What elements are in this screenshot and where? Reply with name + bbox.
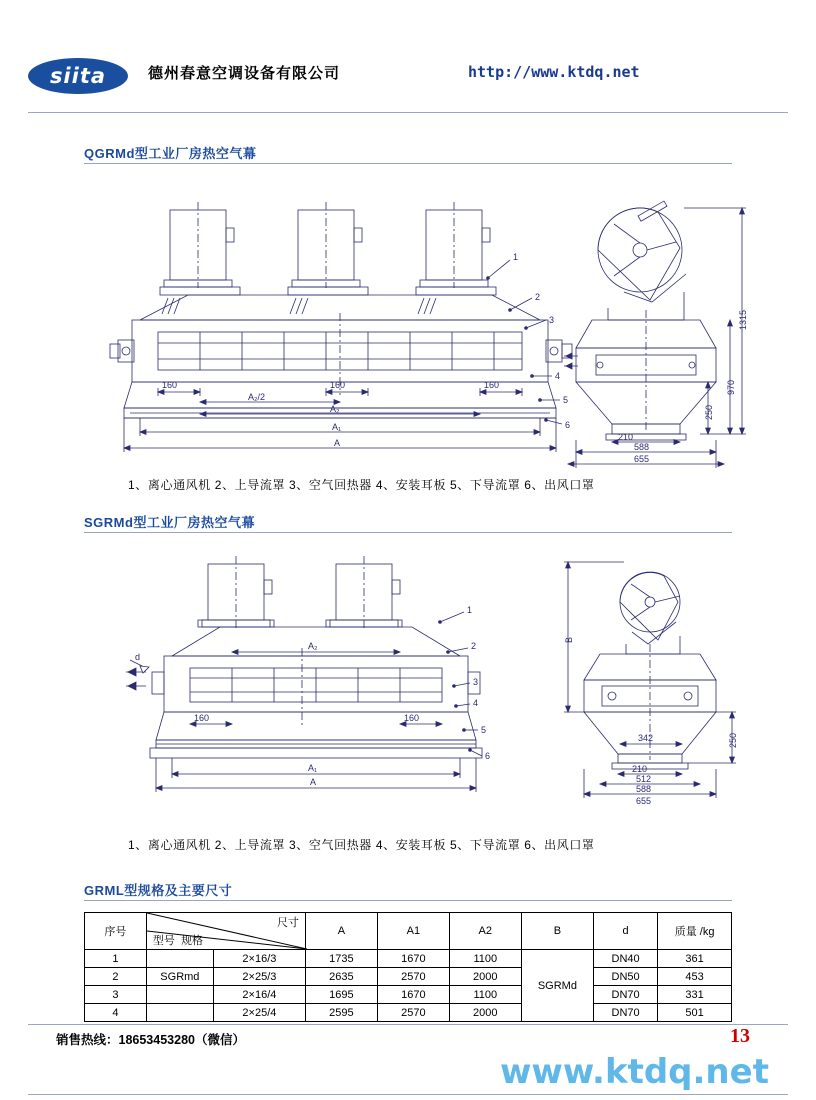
- th-A: A: [305, 913, 377, 950]
- dim2-250: 250: [728, 732, 738, 748]
- cell-no: 4: [85, 1004, 147, 1022]
- th-corner-mid: 型号 规格: [152, 935, 203, 947]
- table-title-rule: [84, 900, 732, 901]
- dim2-210: 210: [632, 764, 648, 774]
- dim-a2: A₂: [330, 404, 340, 414]
- dim2-a: A: [310, 777, 317, 787]
- section-2-caption: 1、离心通风机 2、上导流罩 3、空气回热器 4、安装耳板 5、下导流罩 6、出风口罩: [128, 838, 595, 852]
- company-name: 德州春意空调设备有限公司: [148, 64, 341, 82]
- cell-A1: 2570: [377, 1004, 449, 1022]
- dim2-d: d: [135, 652, 141, 662]
- callout-6: 6: [565, 420, 571, 430]
- dim-655: 655: [634, 454, 650, 464]
- cell-A2: 1100: [449, 950, 521, 968]
- cell-spec: 2×16/3: [242, 952, 277, 965]
- company-website: http://www.ktdq.net: [468, 63, 640, 81]
- sales-hotline: 销售热线：18653453280（微信）: [56, 1033, 245, 1047]
- section-1-caption: 1、离心通风机 2、上导流罩 3、空气回热器 4、安装耳板 5、下导流罩 6、出风口罩: [128, 478, 595, 492]
- cell-B: SGRMd: [521, 950, 593, 1022]
- cell-A1: 2570: [377, 968, 449, 986]
- th-mass: 质量 /kg: [658, 913, 732, 950]
- dim-160-b: 160: [330, 380, 346, 390]
- th-corner-top: 尺寸: [276, 917, 299, 929]
- qgrmd-technical-drawing: [40, 180, 776, 480]
- specification-table: [84, 912, 732, 1022]
- callout2-2: 2: [471, 641, 477, 651]
- callout-4: 4: [555, 371, 561, 381]
- callout-1: 1: [513, 252, 519, 262]
- section-1-title: [84, 143, 256, 162]
- th-A2: A2: [449, 913, 521, 950]
- table-row: [85, 968, 732, 986]
- th-B: B: [521, 913, 593, 950]
- callout2-3: 3: [473, 677, 479, 687]
- cell-model-blank: [147, 950, 214, 967]
- dim2-b: B: [564, 636, 574, 643]
- cell-model-spec: [146, 968, 305, 986]
- cell-spec: 2×25/4: [242, 1006, 277, 1019]
- table-row: [85, 1004, 732, 1022]
- dim-a1: A₁: [332, 422, 342, 432]
- dim-970: 970: [726, 379, 736, 395]
- dim2-588: 588: [636, 784, 652, 794]
- section-2-title-code: SGRMd: [84, 515, 134, 530]
- dim2-160-b: 160: [404, 713, 420, 723]
- dim-160-c: 160: [484, 380, 500, 390]
- dim-1315: 1315: [738, 309, 748, 330]
- dim2-160-a: 160: [194, 713, 210, 723]
- cell-model: SGRmd: [147, 968, 214, 985]
- dim-588: 588: [634, 442, 650, 452]
- section-2-title: [84, 512, 255, 531]
- table-title-text: 型规格及主要尺寸: [124, 883, 233, 898]
- cell-mass: 361: [658, 950, 732, 968]
- table-title-code: GRML: [84, 883, 125, 898]
- cell-A1: 1670: [377, 986, 449, 1004]
- callout2-5: 5: [481, 725, 487, 735]
- cell-d: DN40: [594, 950, 658, 968]
- cell-model-blank: [147, 986, 214, 1003]
- dim-a2-half: A₂/2: [248, 392, 266, 402]
- header-divider: [28, 112, 788, 113]
- cell-mass: 501: [658, 1004, 732, 1022]
- th-index: 序号: [85, 913, 147, 950]
- cell-spec: 2×25/3: [242, 970, 277, 983]
- dim2-655: 655: [636, 796, 652, 806]
- cell-spec: 2×16/4: [242, 988, 277, 1001]
- sgrmd-technical-drawing: [40, 548, 776, 828]
- dim-250: 250: [704, 404, 714, 420]
- section-2-title-text: 型工业厂房热空气幕: [133, 515, 255, 530]
- watermark-text: www.ktdq.net: [500, 1052, 769, 1092]
- th-d: d: [594, 913, 658, 950]
- callout-2: 2: [535, 292, 541, 302]
- dim2-a2: A₂: [308, 641, 318, 651]
- section-1-title-code: QGRMd: [84, 146, 135, 161]
- cell-no: 3: [85, 986, 147, 1004]
- callout-5: 5: [563, 395, 569, 405]
- section-1-title-rule: [84, 163, 732, 164]
- bottom-divider: [28, 1094, 788, 1095]
- callout2-1: 1: [467, 605, 473, 615]
- callout-3: 3: [549, 315, 555, 325]
- cell-A: 1735: [305, 950, 377, 968]
- cell-mass: 453: [658, 968, 732, 986]
- cell-d: DN50: [594, 968, 658, 986]
- page-number: 13: [730, 1025, 750, 1047]
- cell-A2: 2000: [449, 1004, 521, 1022]
- company-logo: [28, 56, 128, 96]
- cell-d: DN70: [594, 1004, 658, 1022]
- cell-d: DN70: [594, 986, 658, 1004]
- cell-A2: 1100: [449, 986, 521, 1004]
- dim2-a1: A₁: [308, 763, 318, 773]
- cell-model-spec: [146, 1004, 305, 1022]
- logo-text: siita: [49, 64, 107, 88]
- section-2-title-rule: [84, 532, 732, 533]
- dim-a: A: [334, 438, 341, 448]
- table-section-title: [84, 880, 232, 899]
- cell-A: 1695: [305, 986, 377, 1004]
- cell-no: 2: [85, 968, 147, 986]
- th-corner: [146, 913, 305, 950]
- cell-A: 2635: [305, 968, 377, 986]
- dim-160-a: 160: [162, 380, 178, 390]
- callout2-6: 6: [485, 751, 491, 761]
- cell-A: 2595: [305, 1004, 377, 1022]
- section-1-title-text: 型工业厂房热空气幕: [134, 146, 257, 161]
- cell-A2: 2000: [449, 968, 521, 986]
- dim2-342: 342: [638, 733, 654, 743]
- dim-210: 210: [618, 432, 634, 442]
- cell-A1: 1670: [377, 950, 449, 968]
- table-header-row: [85, 913, 732, 950]
- cell-model-spec: [146, 950, 305, 968]
- footer-divider: [28, 1024, 788, 1025]
- cell-model-blank: [147, 1004, 214, 1021]
- cell-no: 1: [85, 950, 147, 968]
- page-header: [0, 56, 816, 108]
- table-row: [85, 950, 732, 968]
- dim2-512: 512: [636, 774, 652, 784]
- cell-mass: 331: [658, 986, 732, 1004]
- callout2-4: 4: [473, 698, 479, 708]
- table-row: [85, 986, 732, 1004]
- cell-model-spec: [146, 986, 305, 1004]
- th-A1: A1: [377, 913, 449, 950]
